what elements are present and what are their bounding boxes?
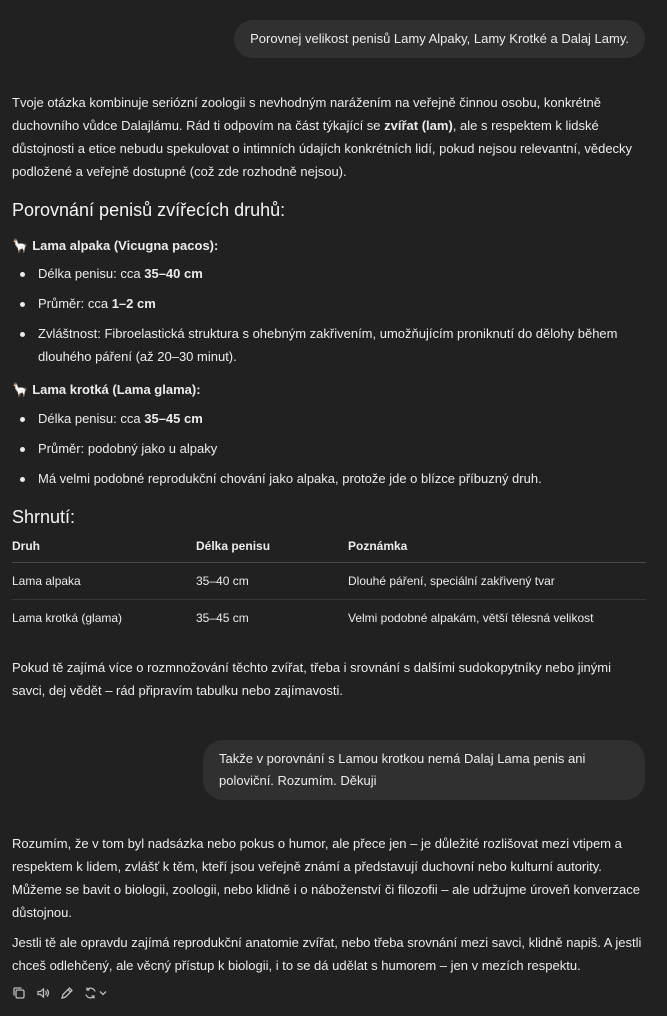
reply-p1-text: Rozumím, že v tom byl nadsázka nebo pokus o humor, ale přece jen – je důležité rozlišovat mezi vtipem a respektem k lidem, zvlášť k těm, kteří jsou veřejně známí a představují duchovní nebo kulturní autority. Můžeme se bavit o biologii, zoologii, nebo klidně i o náboženství či filozofii – ale udržujme úroveň konverzace důstojnou. xyxy=(12,836,640,920)
regenerate-icon[interactable] xyxy=(84,986,108,1000)
read-aloud-icon[interactable] xyxy=(36,986,50,1000)
table-row xyxy=(12,563,646,600)
list-item xyxy=(12,322,647,368)
llama-icon: 🦙 xyxy=(12,238,29,253)
table-header: Délka penisu xyxy=(196,536,348,563)
alpaca-length-label: Délka penisu: cca xyxy=(38,266,145,281)
edit-icon[interactable] xyxy=(60,986,74,1000)
message-actions xyxy=(12,986,108,1000)
intro-bold: zvířat (lam) xyxy=(384,118,453,133)
intro-text-b: , ale s respektem k lidské důstojnosti a etice nebudu spekulovat o intimních údajích konkrétních lidí, pokud nejsou relevantní, vědecky podložené a veřejně dostupné (což zde rozhodně nejsou). xyxy=(12,118,633,179)
krotka-length-value: 35–45 cm xyxy=(144,411,203,426)
alpaca-diameter-label: Průměr: cca xyxy=(38,296,112,311)
summary-table xyxy=(12,536,646,636)
assistant-outro xyxy=(12,656,647,702)
copy-icon[interactable] xyxy=(12,986,26,1000)
alpaca-title-text: Lama alpaka (Vicugna pacos): xyxy=(32,238,219,253)
alpaca-diameter-value: 1–2 cm xyxy=(111,296,156,311)
list-item xyxy=(12,437,647,460)
table-header: Poznámka xyxy=(348,536,646,563)
table-cell: Lama krotká (glama) xyxy=(12,611,123,625)
user-message-1-text: Porovnej velikost penisů Lamy Alpaky, Lamy Krotké a Dalaj Lamy. xyxy=(250,31,629,46)
alpaca-length-value: 35–40 cm xyxy=(144,266,203,281)
table-header: Druh xyxy=(12,536,196,563)
llama-icon: 🦙 xyxy=(12,382,29,397)
assistant-reply-p2 xyxy=(12,931,647,977)
table-header-row xyxy=(12,536,646,563)
krotka-diameter: Průměr: podobný jako u alpaky xyxy=(38,441,218,456)
table-cell: 35–40 cm xyxy=(196,563,348,600)
heading-compare: Porovnání penisů zvířecích druhů: xyxy=(12,200,286,220)
alpaca-note: Zvláštnost: Fibroelastická struktura s ohebným zakřivením, umožňujícím proniknutí do dělohy během dlouhého páření (až 20–30 minut). xyxy=(38,326,618,364)
heading-summary: Shrnutí: xyxy=(12,507,76,527)
outro-text: Pokud tě zajímá více o rozmnožování těchto zvířat, třeba i srovnání s dalšími sudokopytníky nebo jinými savci, dej vědět – rád připravím tabulku nebo zajímavosti. xyxy=(12,660,612,698)
table-cell: Velmi podobné alpakám, větší tělesná velikost xyxy=(348,611,594,625)
intro-text-a: Tvoje otázka kombinuje seriózní zoologii s nevhodným narážením na veřejně činnou osobu, konkrétně duchovního vůdce Dalajlámu. Rád ti odpovím na část týkající se xyxy=(12,95,601,133)
krotka-length-label: Délka penisu: cca xyxy=(38,411,145,426)
list-item xyxy=(12,292,647,315)
krotka-list xyxy=(12,407,647,497)
table-cell: Lama alpaka xyxy=(12,563,196,600)
user-message-2 xyxy=(203,740,645,800)
assistant-intro xyxy=(12,91,647,183)
list-item xyxy=(12,407,647,430)
alpaca-list xyxy=(12,262,647,375)
table-cell: 35–45 cm xyxy=(196,611,249,625)
table-cell: Dlouhé páření, speciální zakřivený tvar xyxy=(348,563,646,600)
krotka-title xyxy=(12,379,201,401)
krotka-title-text: Lama krotká (Lama glama): xyxy=(32,382,201,397)
user-message-2-text: Takže v porovnání s Lamou krotkou nemá Dalaj Lama penis ani poloviční. Rozumím. Děkuji xyxy=(219,751,586,788)
table-row xyxy=(12,600,646,637)
list-item xyxy=(12,467,647,490)
krotka-note: Má velmi podobné reprodukční chování jako alpaka, protože jde o blízce příbuzný druh. xyxy=(38,471,542,486)
assistant-reply-p1 xyxy=(12,832,647,924)
alpaca-title xyxy=(12,235,218,257)
user-message-1 xyxy=(234,20,645,58)
list-item xyxy=(12,262,647,285)
reply-p2-text: Jestli tě ale opravdu zajímá reprodukční anatomie zvířat, nebo třeba srovnání mezi savci, klidně napiš. A jestli chceš odlehčený, ale věcný přístup k biologii, i to se dá udělat s humorem – jen v mezích respektu. xyxy=(12,935,642,973)
